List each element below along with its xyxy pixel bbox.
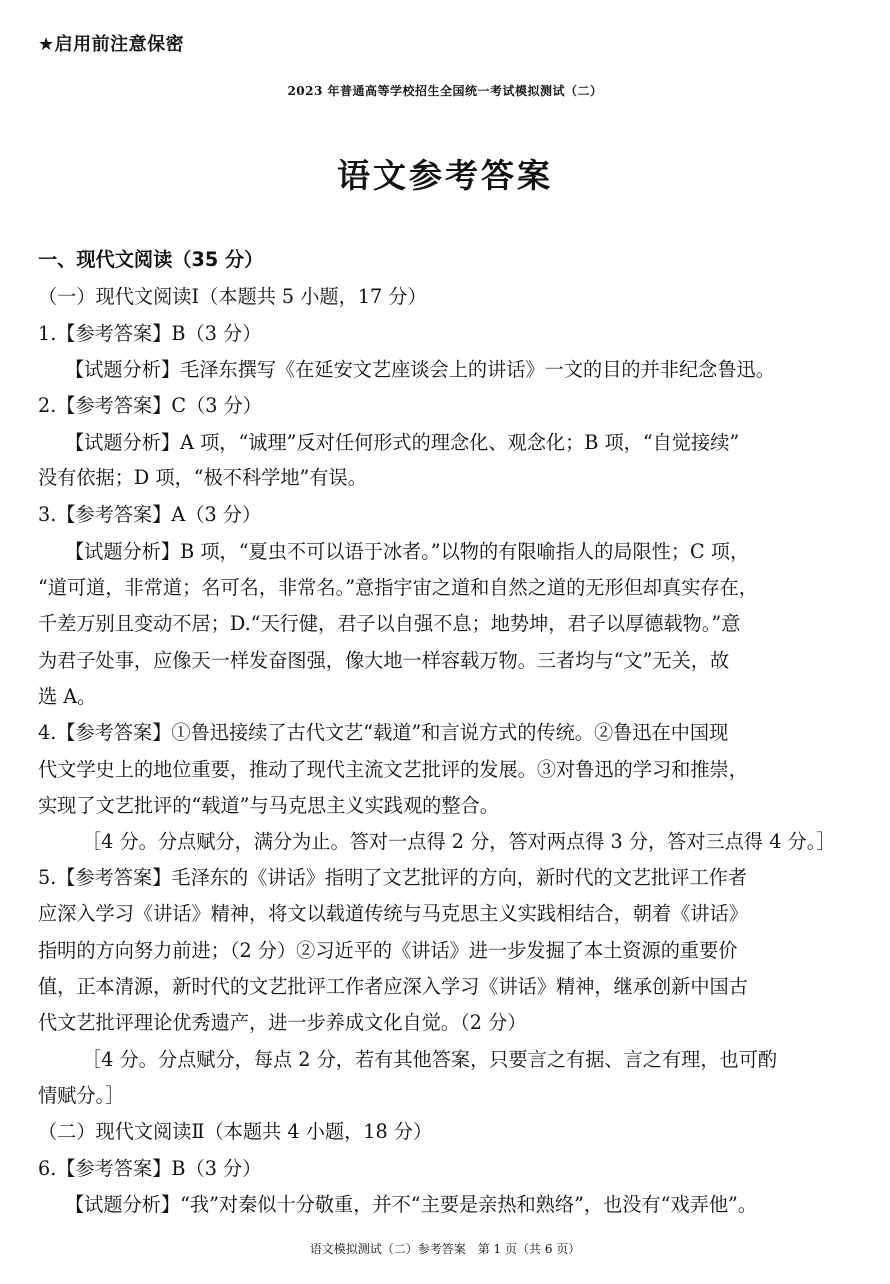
scoring-note-4: ［4 分。分点赋分，满分为止。答对一点得 2 分，答对两点得 3 分，答对三点得 4 分。］ bbox=[82, 830, 836, 853]
page-footer: 语文模拟测试（二）参考答案 第 1 页（共 6 页） bbox=[309, 1242, 581, 1256]
confidential-notice: ★启用前注意保密 bbox=[38, 34, 185, 55]
analysis-3-line-5: 选 A。 bbox=[38, 685, 97, 708]
scoring-note-5-line-2: 情赋分。］ bbox=[38, 1084, 125, 1107]
analysis-3-line-3: 千差万别且变动不居；D.“天行健，君子以自强不息；地势坤，君子以厚德载物。”意 bbox=[38, 612, 741, 635]
analysis-2-line-1: 【试题分析】A 项，“诚理”反对任何形式的理念化、观念化；B 项，“自觉接续” bbox=[65, 431, 740, 454]
answer-5-line-4: 值，正本清源，新时代的文艺批评工作者应深入学习《讲话》精神，继承创新中国古 bbox=[38, 975, 748, 998]
answer-4-line-2: 代文学史上的地位重要，推动了现代主流文艺批评的发展。③对鲁迅的学习和推崇， bbox=[38, 758, 748, 781]
analysis-6: 【试题分析】“我”对秦似十分敬重，并不“主要是亲热和熟络”，也没有“戏弄他”。 bbox=[65, 1193, 758, 1216]
answer-5-line-2: 应深入学习《讲话》精神，将文以载道传统与马克思主义实践相结合，朝着《讲话》 bbox=[38, 902, 748, 925]
section-heading: 一、现代文阅读（35 分） bbox=[38, 248, 264, 271]
answer-5-line-3: 指明的方向努力前进；（2 分）②习近平的《讲话》进一步发掘了本土资源的重要价 bbox=[38, 939, 738, 962]
analysis-1: 【试题分析】毛泽东撰写《在延安文艺座谈会上的讲话》一文的目的并非纪念鲁迅。 bbox=[65, 358, 775, 381]
answer-5-line-5: 代文艺批评理论优秀遗产，进一步养成文化自觉。（2 分） bbox=[38, 1011, 527, 1034]
answer-4-line-1: 4.【参考答案】①鲁迅接续了古代文艺“载道”和言说方式的传统。②鲁迅在中国现 bbox=[38, 721, 729, 744]
document-title: 语文参考答案 bbox=[337, 156, 553, 195]
answer-6: 6.【参考答案】B（3 分） bbox=[38, 1157, 262, 1180]
scoring-note-5-line-1: ［4 分。分点赋分，每点 2 分，若有其他答案，只要言之有据、言之有理，也可酌 bbox=[82, 1048, 778, 1071]
analysis-2-line-2: 没有依据；D 项，“极不科学地”有误。 bbox=[38, 466, 367, 489]
analysis-3-line-2: “道可道，非常道；名可名，非常名。”意指宇宙之道和自然之道的无形但却真实存在， bbox=[38, 576, 758, 599]
answer-5-line-1: 5.【参考答案】毛泽东的《讲话》指明了文艺批评的方向，新时代的文艺批评工作者 bbox=[38, 866, 748, 889]
analysis-3-line-1: 【试题分析】B 项，“夏虫不可以语于冰者。”以物的有限喻指人的局限性；C 项， bbox=[65, 540, 750, 563]
answer-3: 3.【参考答案】A（3 分） bbox=[38, 503, 262, 526]
analysis-3-line-4: 为君子处事，应像天一样发奋图强，像大地一样容载万物。三者均与“文”无关，故 bbox=[38, 649, 730, 672]
subsection-heading-2: （二）现代文阅读Ⅱ（本题共 4 小题，18 分） bbox=[38, 1120, 433, 1143]
answer-2: 2.【参考答案】C（3 分） bbox=[38, 394, 262, 417]
subsection-heading: （一）现代文阅读Ⅰ（本题共 5 小题，17 分） bbox=[38, 285, 427, 308]
exam-title: 2023 年普通高等学校招生全国统一考试模拟测试（二） bbox=[287, 84, 603, 98]
answer-4-line-3: 实现了文艺批评的“载道”与马克思主义实践观的整合。 bbox=[38, 794, 499, 817]
answer-1: 1.【参考答案】B（3 分） bbox=[38, 322, 262, 345]
